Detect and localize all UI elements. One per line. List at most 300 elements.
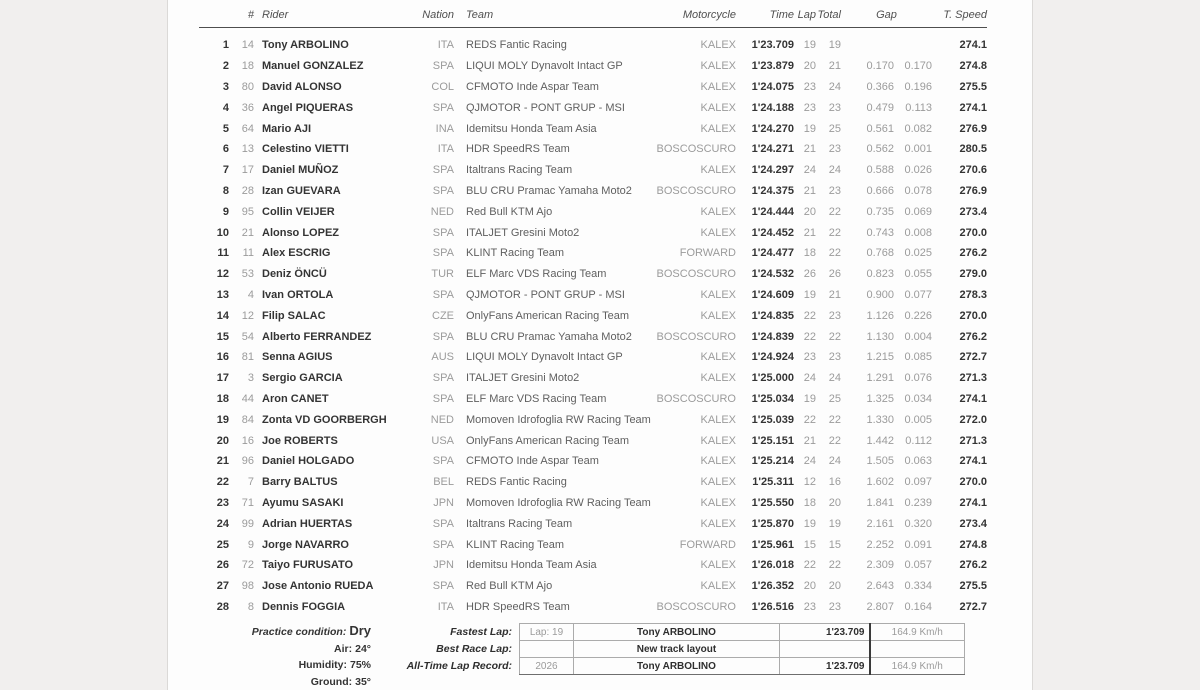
practice-condition-label: Practice condition: bbox=[251, 626, 347, 639]
top-speed: 278.3 bbox=[959, 288, 987, 301]
position: 4 bbox=[222, 101, 229, 114]
team-name: Idemitsu Honda Team Asia bbox=[466, 559, 597, 572]
gap-to-first: 1.325 bbox=[866, 392, 894, 405]
top-speed: 272.7 bbox=[959, 351, 987, 364]
rider-name: Joe ROBERTS bbox=[262, 434, 338, 447]
record-label: Fastest Lap: bbox=[450, 626, 512, 639]
position: 28 bbox=[216, 600, 229, 613]
top-speed: 276.2 bbox=[959, 247, 987, 260]
gap-to-first: 1.126 bbox=[866, 309, 894, 322]
best-lap-number: 22 bbox=[803, 330, 816, 343]
total-laps: 23 bbox=[828, 309, 841, 322]
rider-name: Alex ESCRIG bbox=[262, 247, 331, 260]
record-lap-cell: Lap: 19 bbox=[520, 624, 574, 641]
position: 13 bbox=[216, 288, 229, 301]
position: 20 bbox=[216, 434, 229, 447]
total-laps: 21 bbox=[828, 288, 841, 301]
team-name: ITALJET Gresini Moto2 bbox=[466, 372, 580, 385]
rider-number: 28 bbox=[241, 184, 254, 197]
gap-to-first: 0.479 bbox=[866, 101, 894, 114]
rider-name: David ALONSO bbox=[262, 80, 342, 93]
motorcycle: KALEX bbox=[700, 226, 736, 239]
rider-name: Izan GUEVARA bbox=[262, 184, 341, 197]
record-time-cell bbox=[780, 641, 870, 658]
position: 8 bbox=[222, 184, 229, 197]
motorcycle: BOSCOSCURO bbox=[656, 184, 736, 197]
rider-name: Deniz ÖNCÜ bbox=[262, 268, 327, 281]
rider-name: Aron CANET bbox=[262, 392, 329, 405]
result-row bbox=[199, 597, 987, 618]
nation: ITA bbox=[437, 600, 454, 613]
record-row bbox=[402, 641, 965, 658]
nation: SPA bbox=[432, 538, 454, 551]
lap-records bbox=[402, 623, 966, 675]
column-header-rider: Rider bbox=[262, 9, 289, 21]
motorcycle: KALEX bbox=[700, 351, 736, 364]
results-sheet bbox=[167, 0, 1033, 690]
lap-time: 1'23.709 bbox=[751, 39, 794, 52]
gap-to-previous: 0.239 bbox=[904, 496, 932, 509]
result-row bbox=[199, 326, 987, 347]
total-laps: 19 bbox=[828, 39, 841, 52]
result-row bbox=[199, 160, 987, 181]
total-laps: 23 bbox=[828, 143, 841, 156]
gap-to-first: 1.215 bbox=[866, 351, 894, 364]
motorcycle: KALEX bbox=[700, 39, 736, 52]
result-row bbox=[199, 513, 987, 534]
result-row bbox=[199, 347, 987, 368]
nation: SPA bbox=[432, 164, 454, 177]
nation: USA bbox=[431, 434, 454, 447]
total-laps: 23 bbox=[828, 351, 841, 364]
record-time-cell: 1'23.709 bbox=[780, 624, 870, 641]
rider-name: Jorge NAVARRO bbox=[262, 538, 349, 551]
nation: SPA bbox=[432, 101, 454, 114]
result-row bbox=[199, 576, 987, 597]
team-name: LIQUI MOLY Dynavolt Intact GP bbox=[466, 60, 623, 73]
position: 6 bbox=[222, 143, 229, 156]
motorcycle: BOSCOSCURO bbox=[656, 268, 736, 281]
result-row bbox=[199, 451, 987, 472]
nation: SPA bbox=[432, 247, 454, 260]
result-row bbox=[199, 139, 987, 160]
team-name: KLINT Racing Team bbox=[466, 247, 565, 260]
best-lap-number: 26 bbox=[803, 268, 816, 281]
lap-time: 1'24.532 bbox=[751, 268, 794, 281]
top-speed: 273.4 bbox=[959, 205, 987, 218]
lap-time: 1'24.375 bbox=[751, 184, 794, 197]
total-laps: 19 bbox=[828, 517, 841, 530]
total-laps: 23 bbox=[828, 101, 841, 114]
rider-number: 14 bbox=[241, 39, 254, 52]
best-lap-number: 19 bbox=[803, 288, 816, 301]
gap-to-first: 2.643 bbox=[866, 580, 894, 593]
record-label: All-Time Lap Record: bbox=[406, 660, 512, 673]
record-speed-cell: 164.9 Km/h bbox=[870, 624, 965, 641]
best-lap-number: 22 bbox=[803, 413, 816, 426]
rider-number: 11 bbox=[242, 247, 254, 260]
top-speed: 276.2 bbox=[959, 330, 987, 343]
practice-condition bbox=[199, 623, 371, 641]
nation: BEL bbox=[433, 476, 454, 489]
team-name: Momoven Idrofoglia RW Racing Team bbox=[466, 496, 651, 509]
rider-name: Manuel GONZALEZ bbox=[262, 60, 364, 73]
team-name: HDR SpeedRS Team bbox=[466, 143, 570, 156]
rider-number: 4 bbox=[247, 288, 254, 301]
gap-to-previous: 0.170 bbox=[904, 60, 932, 73]
gap-to-previous: 0.069 bbox=[904, 205, 932, 218]
rider-number: 80 bbox=[241, 80, 254, 93]
rider-name: Ivan ORTOLA bbox=[262, 288, 334, 301]
team-name: QJMOTOR - PONT GRUP - MSI bbox=[466, 288, 625, 301]
rider-name: Zonta VD GOORBERGH bbox=[262, 413, 387, 426]
lap-time: 1'25.550 bbox=[751, 496, 794, 509]
position: 9 bbox=[222, 205, 229, 218]
ground-value: 35° bbox=[355, 675, 371, 688]
nation: SPA bbox=[432, 517, 454, 530]
best-lap-number: 24 bbox=[803, 372, 816, 385]
total-laps: 22 bbox=[828, 413, 841, 426]
result-row bbox=[199, 389, 987, 410]
position: 2 bbox=[222, 60, 229, 73]
gap-to-previous: 0.076 bbox=[904, 372, 932, 385]
team-name: REDS Fantic Racing bbox=[466, 476, 567, 489]
gap-to-previous: 0.226 bbox=[904, 309, 932, 322]
record-rider-cell: Tony ARBOLINO bbox=[574, 624, 780, 641]
lap-time: 1'24.444 bbox=[751, 205, 794, 218]
rider-name: Sergio GARCIA bbox=[262, 372, 343, 385]
column-header-nation: Nation bbox=[422, 9, 454, 21]
result-row bbox=[199, 243, 987, 264]
result-row bbox=[199, 534, 987, 555]
nation: ITA bbox=[437, 39, 454, 52]
team-name: Red Bull KTM Ajo bbox=[466, 580, 553, 593]
motorcycle: KALEX bbox=[700, 60, 736, 73]
gap-to-previous: 0.063 bbox=[904, 455, 932, 468]
rider-number: 96 bbox=[241, 455, 254, 468]
motorcycle: KALEX bbox=[700, 288, 736, 301]
rider-name: Daniel MUÑOZ bbox=[262, 164, 339, 177]
team-name: ELF Marc VDS Racing Team bbox=[466, 392, 607, 405]
team-name: REDS Fantic Racing bbox=[466, 39, 567, 52]
record-row bbox=[402, 624, 965, 641]
gap-to-first: 0.562 bbox=[866, 143, 894, 156]
best-lap-number: 23 bbox=[803, 101, 816, 114]
air-value: 24° bbox=[355, 642, 371, 655]
column-header-motorcycle: Motorcycle bbox=[682, 9, 736, 21]
top-speed: 271.3 bbox=[959, 372, 987, 385]
total-laps: 22 bbox=[828, 434, 841, 447]
gap-to-first: 1.505 bbox=[866, 455, 894, 468]
nation: SPA bbox=[432, 330, 454, 343]
air-temperature bbox=[199, 641, 371, 658]
lap-time: 1'25.034 bbox=[751, 392, 794, 405]
result-row bbox=[199, 77, 987, 98]
column-header-lap: Lap bbox=[797, 9, 816, 21]
nation: INA bbox=[435, 122, 454, 135]
top-speed: 274.1 bbox=[959, 39, 987, 52]
team-name: BLU CRU Pramac Yamaha Moto2 bbox=[466, 184, 632, 197]
gap-to-first: 0.170 bbox=[866, 60, 894, 73]
position: 21 bbox=[216, 455, 229, 468]
lap-time: 1'24.609 bbox=[751, 288, 794, 301]
motorcycle: KALEX bbox=[700, 309, 736, 322]
position: 16 bbox=[216, 351, 229, 364]
humidity bbox=[199, 657, 371, 674]
nation: SPA bbox=[432, 226, 454, 239]
nation: SPA bbox=[432, 184, 454, 197]
lap-time: 1'24.835 bbox=[751, 309, 794, 322]
total-laps: 26 bbox=[828, 268, 841, 281]
lap-time: 1'26.516 bbox=[751, 600, 794, 613]
total-laps: 24 bbox=[828, 164, 841, 177]
record-label: Best Race Lap: bbox=[436, 643, 512, 656]
best-lap-number: 24 bbox=[803, 455, 816, 468]
lap-records-table bbox=[402, 623, 966, 675]
result-row bbox=[199, 472, 987, 493]
team-name: CFMOTO Inde Aspar Team bbox=[466, 80, 599, 93]
total-laps: 20 bbox=[828, 580, 841, 593]
position: 5 bbox=[222, 122, 229, 135]
team-name: Italtrans Racing Team bbox=[466, 164, 573, 177]
rider-number: 7 bbox=[247, 476, 254, 489]
lap-time: 1'23.879 bbox=[751, 60, 794, 73]
rider-number: 18 bbox=[241, 60, 254, 73]
best-lap-number: 19 bbox=[803, 517, 816, 530]
total-laps: 22 bbox=[828, 226, 841, 239]
position: 24 bbox=[216, 517, 229, 530]
position: 1 bbox=[222, 39, 229, 52]
rider-number: 36 bbox=[241, 101, 254, 114]
motorcycle: KALEX bbox=[700, 101, 736, 114]
rider-name: Dennis FOGGIA bbox=[262, 600, 346, 613]
motorcycle: KALEX bbox=[700, 559, 736, 572]
team-name: ITALJET Gresini Moto2 bbox=[466, 226, 580, 239]
rider-name: Adrian HUERTAS bbox=[262, 517, 353, 530]
top-speed: 274.1 bbox=[959, 392, 987, 405]
gap-to-previous: 0.320 bbox=[904, 517, 932, 530]
team-name: Italtrans Racing Team bbox=[466, 517, 573, 530]
top-speed: 274.1 bbox=[959, 101, 987, 114]
lap-time: 1'25.961 bbox=[751, 538, 794, 551]
gap-to-first: 1.602 bbox=[866, 476, 894, 489]
motorcycle: KALEX bbox=[700, 580, 736, 593]
rider-name: Daniel HOLGADO bbox=[262, 455, 355, 468]
gap-to-previous: 0.085 bbox=[904, 351, 932, 364]
nation: TUR bbox=[431, 268, 454, 281]
position: 3 bbox=[222, 80, 229, 93]
position: 26 bbox=[216, 559, 229, 572]
gap-to-previous: 0.001 bbox=[904, 143, 932, 156]
top-speed: 272.0 bbox=[959, 413, 987, 426]
best-lap-number: 19 bbox=[803, 122, 816, 135]
gap-to-first: 1.841 bbox=[866, 496, 894, 509]
footer bbox=[199, 623, 987, 690]
total-laps: 25 bbox=[828, 122, 841, 135]
best-lap-number: 20 bbox=[803, 580, 816, 593]
team-name: Red Bull KTM Ajo bbox=[466, 205, 553, 218]
rider-number: 8 bbox=[247, 600, 254, 613]
motorcycle: KALEX bbox=[700, 122, 736, 135]
nation: NED bbox=[430, 413, 454, 426]
rider-number: 95 bbox=[241, 205, 254, 218]
lap-time: 1'25.870 bbox=[751, 517, 794, 530]
motorcycle: KALEX bbox=[700, 205, 736, 218]
gap-to-first: 2.309 bbox=[866, 559, 894, 572]
lap-time: 1'24.270 bbox=[751, 122, 794, 135]
best-lap-number: 15 bbox=[803, 538, 816, 551]
column-header-top-speed: T. Speed bbox=[943, 9, 987, 21]
rider-name: Senna AGIUS bbox=[262, 351, 333, 364]
motorcycle: BOSCOSCURO bbox=[656, 330, 736, 343]
result-row bbox=[199, 56, 987, 77]
motorcycle: KALEX bbox=[700, 496, 736, 509]
gap-to-previous: 0.077 bbox=[904, 288, 932, 301]
gap-to-first: 1.130 bbox=[866, 330, 894, 343]
motorcycle: FORWARD bbox=[679, 538, 736, 551]
nation: SPA bbox=[432, 580, 454, 593]
rider-name: Celestino VIETTI bbox=[262, 143, 349, 156]
lap-time: 1'25.311 bbox=[752, 476, 794, 489]
top-speed: 273.4 bbox=[959, 517, 987, 530]
nation: ITA bbox=[437, 143, 454, 156]
humidity-label: Humidity: bbox=[298, 659, 347, 672]
rider-number: 53 bbox=[241, 268, 254, 281]
total-laps: 22 bbox=[828, 205, 841, 218]
top-speed: 276.9 bbox=[959, 122, 987, 135]
team-name: HDR SpeedRS Team bbox=[466, 600, 570, 613]
top-speed: 270.6 bbox=[959, 164, 987, 177]
position: 11 bbox=[217, 247, 229, 260]
result-row bbox=[199, 368, 987, 389]
gap-to-previous: 0.091 bbox=[904, 538, 932, 551]
gap-to-previous: 0.112 bbox=[905, 434, 932, 447]
result-row bbox=[199, 118, 987, 139]
result-row bbox=[199, 430, 987, 451]
top-speed: 276.9 bbox=[959, 184, 987, 197]
rider-number: 98 bbox=[241, 580, 254, 593]
best-lap-number: 12 bbox=[803, 476, 816, 489]
rider-name: Collin VEIJER bbox=[262, 205, 335, 218]
lap-time: 1'25.039 bbox=[751, 413, 794, 426]
nation: CZE bbox=[432, 309, 454, 322]
top-speed: 272.7 bbox=[959, 600, 987, 613]
best-lap-number: 19 bbox=[803, 392, 816, 405]
record-speed-cell bbox=[870, 641, 965, 658]
lap-time: 1'24.297 bbox=[751, 164, 794, 177]
best-lap-number: 18 bbox=[803, 247, 816, 260]
rider-name: Angel PIQUERAS bbox=[262, 101, 354, 114]
gap-to-previous: 0.082 bbox=[904, 122, 932, 135]
motorcycle: BOSCOSCURO bbox=[656, 600, 736, 613]
rider-name: Tony ARBOLINO bbox=[262, 39, 349, 52]
result-row bbox=[199, 201, 987, 222]
best-lap-number: 20 bbox=[803, 205, 816, 218]
best-lap-number: 24 bbox=[803, 164, 816, 177]
total-laps: 25 bbox=[828, 392, 841, 405]
position: 14 bbox=[216, 309, 229, 322]
lap-time: 1'26.352 bbox=[751, 580, 794, 593]
position: 17 bbox=[216, 372, 229, 385]
position: 10 bbox=[216, 226, 229, 239]
total-laps: 24 bbox=[828, 80, 841, 93]
column-header-team: Team bbox=[466, 9, 494, 21]
lap-time: 1'25.214 bbox=[751, 455, 794, 468]
rider-name: Jose Antonio RUEDA bbox=[262, 580, 374, 593]
total-laps: 15 bbox=[828, 538, 841, 551]
position: 23 bbox=[216, 496, 229, 509]
rider-name: Mario AJI bbox=[262, 122, 312, 135]
top-speed: 271.3 bbox=[959, 434, 987, 447]
record-time-cell: 1'23.709 bbox=[780, 658, 870, 675]
rider-number: 99 bbox=[241, 517, 254, 530]
best-lap-number: 22 bbox=[803, 559, 816, 572]
position: 27 bbox=[216, 580, 229, 593]
motorcycle: KALEX bbox=[700, 434, 736, 447]
best-lap-number: 23 bbox=[803, 80, 816, 93]
nation: SPA bbox=[432, 60, 454, 73]
gap-to-first: 0.743 bbox=[866, 226, 894, 239]
position: 25 bbox=[216, 538, 229, 551]
total-laps: 16 bbox=[828, 476, 841, 489]
top-speed: 274.8 bbox=[959, 538, 987, 551]
gap-to-previous: 0.034 bbox=[904, 392, 932, 405]
result-row bbox=[199, 285, 987, 306]
gap-to-first: 0.768 bbox=[866, 247, 894, 260]
nation: SPA bbox=[432, 455, 454, 468]
gap-to-previous: 0.057 bbox=[904, 559, 932, 572]
lap-time: 1'24.452 bbox=[751, 226, 794, 239]
nation: JPN bbox=[433, 559, 454, 572]
position: 18 bbox=[216, 392, 229, 405]
rider-name: Ayumu SASAKI bbox=[262, 496, 344, 509]
team-name: BLU CRU Pramac Yamaha Moto2 bbox=[466, 330, 632, 343]
rider-name: Barry BALTUS bbox=[262, 476, 338, 489]
result-row bbox=[199, 409, 987, 430]
column-header-total: Total bbox=[817, 9, 841, 21]
gap-to-first: 0.561 bbox=[866, 122, 894, 135]
track-conditions bbox=[199, 623, 371, 690]
lap-time: 1'24.271 bbox=[751, 143, 794, 156]
record-speed-cell: 164.9 Km/h bbox=[870, 658, 965, 675]
nation: NED bbox=[430, 205, 454, 218]
best-lap-number: 20 bbox=[803, 60, 816, 73]
column-header-gap: Gap bbox=[876, 9, 897, 21]
motorcycle: KALEX bbox=[700, 80, 736, 93]
gap-to-first: 0.366 bbox=[866, 80, 894, 93]
gap-to-previous: 0.008 bbox=[904, 226, 932, 239]
best-lap-number: 21 bbox=[803, 143, 816, 156]
rider-number: 17 bbox=[241, 164, 254, 177]
rider-number: 21 bbox=[241, 226, 254, 239]
top-speed: 275.5 bbox=[959, 580, 987, 593]
top-speed: 275.5 bbox=[959, 80, 987, 93]
best-lap-number: 18 bbox=[803, 496, 816, 509]
motorcycle: KALEX bbox=[700, 455, 736, 468]
result-row bbox=[199, 264, 987, 285]
motorcycle: KALEX bbox=[700, 413, 736, 426]
gap-to-previous: 0.097 bbox=[904, 476, 932, 489]
motorcycle: KALEX bbox=[700, 476, 736, 489]
gap-to-first: 1.330 bbox=[866, 413, 894, 426]
top-speed: 279.0 bbox=[959, 268, 987, 281]
gap-to-first: 0.588 bbox=[866, 164, 894, 177]
best-lap-number: 21 bbox=[803, 434, 816, 447]
gap-to-previous: 0.164 bbox=[904, 600, 932, 613]
team-name: OnlyFans American Racing Team bbox=[466, 434, 630, 447]
total-laps: 22 bbox=[828, 330, 841, 343]
motorcycle: BOSCOSCURO bbox=[656, 392, 736, 405]
